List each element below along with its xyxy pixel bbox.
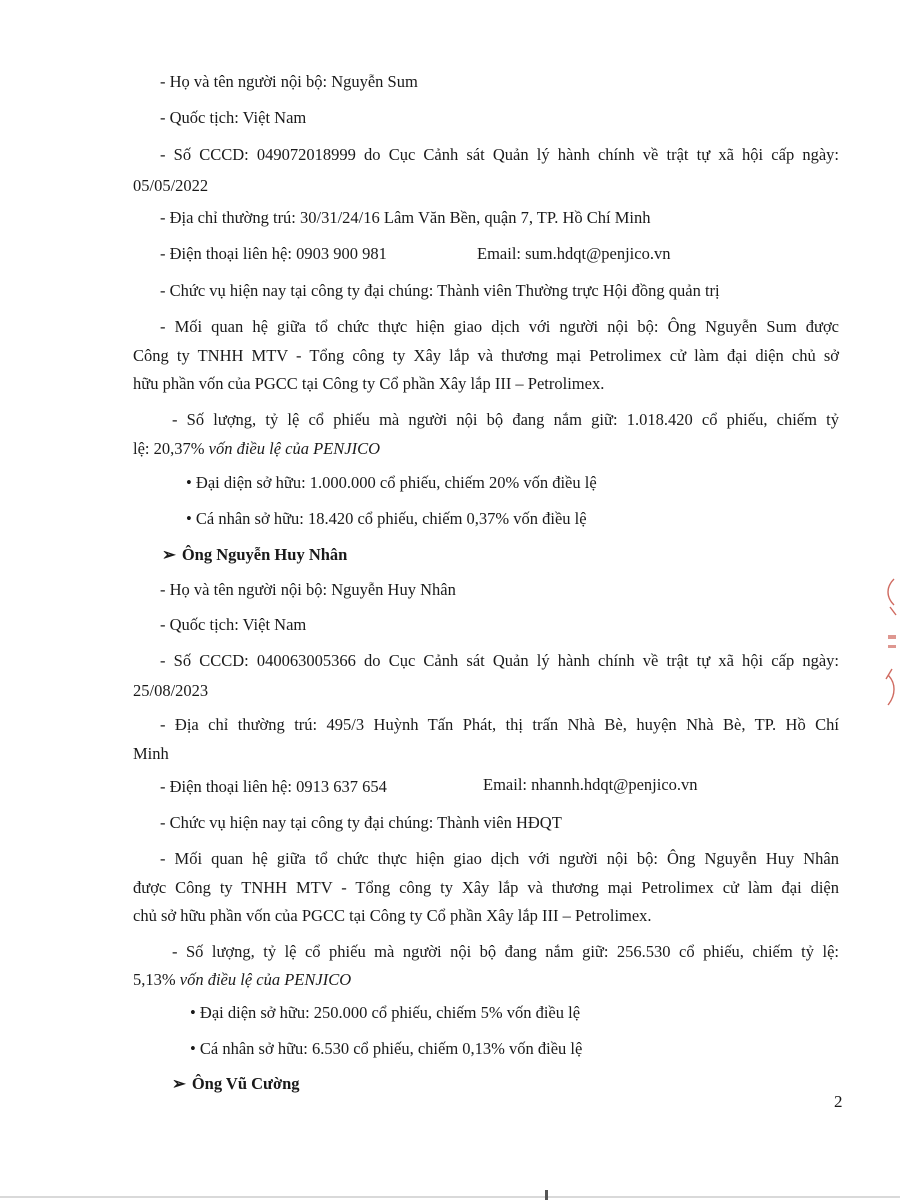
section-heading-vu-cuong: ➢ Ông Vũ Cường [172,1074,300,1093]
shareholding-line-2 [133,970,351,990]
page-bottom-mark [545,1190,548,1200]
shareholding-line-1: - Số lượng, tỷ lệ cổ phiếu mà người nội bộ đang nắm giữ: 256.530 cổ phiếu, chiếm tỷ lệ: [172,942,839,961]
insider-name-line: - Họ và tên người nội bộ: Nguyễn Sum [160,72,418,91]
phone-line: - Điện thoại liên hệ: 0903 900 981 [160,244,387,263]
bullet-icon: • [190,1003,196,1022]
shareholding-line-1: - Số lượng, tỷ lệ cổ phiếu mà người nội bộ đang nắm giữ: 1.018.420 cổ phiếu, chiếm tỷ [172,410,839,429]
position-line: - Chức vụ hiện nay tại công ty đại chúng: Thành viên Thường trực Hội đồng quản trị [160,281,720,300]
bullet-icon: • [186,509,192,528]
relationship-line-1: - Mối quan hệ giữa tổ chức thực hiện giao dịch với người nội bộ: Ông Nguyễn Huy Nhân [160,849,839,868]
address-line: - Địa chỉ thường trú: 30/31/24/16 Lâm Văn Bền, quận 7, TP. Hồ Chí Minh [160,208,651,227]
id-card-line: - Số CCCD: 040063005366 do Cục Cảnh sát Quản lý hành chính về trật tự xã hội cấp ngày: [160,651,839,670]
shareholding-percent: lệ: 20,37% [133,439,205,458]
bullet-personal: • Cá nhân sở hữu: 18.420 cổ phiếu, chiếm 0,37% vốn điều lệ [186,509,587,528]
page-number: 2 [834,1092,843,1111]
id-issue-date: 05/05/2022 [133,176,209,195]
relationship-line-2: Công ty TNHH MTV - Tổng công ty Xây lắp và thương mại Petrolimex cử làm đại diện chủ sở [133,346,839,365]
relationship-line-2: được Công ty TNHH MTV - Tổng công ty Xây lắp và thương mại Petrolimex cử làm đại diện [133,878,839,897]
insider-name-line: - Họ và tên người nội bộ: Nguyễn Huy Nhân [160,580,456,599]
relationship-line-3: chủ sở hữu phần vốn của PGCC tại Công ty Cổ phần Xây lắp III – Petrolimex. [133,906,652,925]
arrow-icon: ➢ [172,1074,186,1093]
section-heading-nguyen-huy-nhan: ➢ Ông Nguyễn Huy Nhân [162,545,348,564]
charter-capital-note: vốn điều lệ của PENJICO [208,439,380,458]
shareholding-line-2 [133,439,380,459]
email-line: Email: nhannh.hdqt@penjico.vn [483,775,698,794]
partial-stamp-mark [872,575,900,715]
bullet-icon: • [190,1039,196,1058]
id-issue-date: 25/08/2023 [133,681,209,700]
id-card-line: - Số CCCD: 049072018999 do Cục Cảnh sát Quản lý hành chính về trật tự xã hội cấp ngày: [160,145,839,164]
bullet-representative: • Đại diện sở hữu: 250.000 cổ phiếu, chiếm 5% vốn điều lệ [190,1003,581,1022]
relationship-line-1: - Mối quan hệ giữa tổ chức thực hiện giao dịch với người nội bộ: Ông Nguyễn Sum được [160,317,839,336]
nationality-line: - Quốc tịch: Việt Nam [160,108,307,127]
phone-line: - Điện thoại liên hệ: 0913 637 654 [160,777,387,796]
page-bottom-edge [0,1196,900,1198]
address-line-1: - Địa chỉ thường trú: 495/3 Huỳnh Tấn Phát, thị trấn Nhà Bè, huyện Nhà Bè, TP. Hồ Chí [160,715,839,734]
shareholding-percent: 5,13% [133,970,176,989]
relationship-line-3: hữu phần vốn của PGCC tại Công ty Cổ phần Xây lắp III – Petrolimex. [133,374,605,393]
bullet-personal: • Cá nhân sở hữu: 6.530 cổ phiếu, chiếm 0,13% vốn điều lệ [190,1039,583,1058]
position-line: - Chức vụ hiện nay tại công ty đại chúng: Thành viên HĐQT [160,813,562,832]
bullet-icon: • [186,473,192,492]
address-line-2: Minh [133,744,169,763]
arrow-icon: ➢ [162,545,176,564]
nationality-line: - Quốc tịch: Việt Nam [160,615,307,634]
charter-capital-note: vốn điều lệ của PENJICO [179,970,352,989]
email-line: Email: sum.hdqt@penjico.vn [477,244,671,263]
bullet-representative: • Đại diện sở hữu: 1.000.000 cổ phiếu, chiếm 20% vốn điều lệ [186,473,597,492]
